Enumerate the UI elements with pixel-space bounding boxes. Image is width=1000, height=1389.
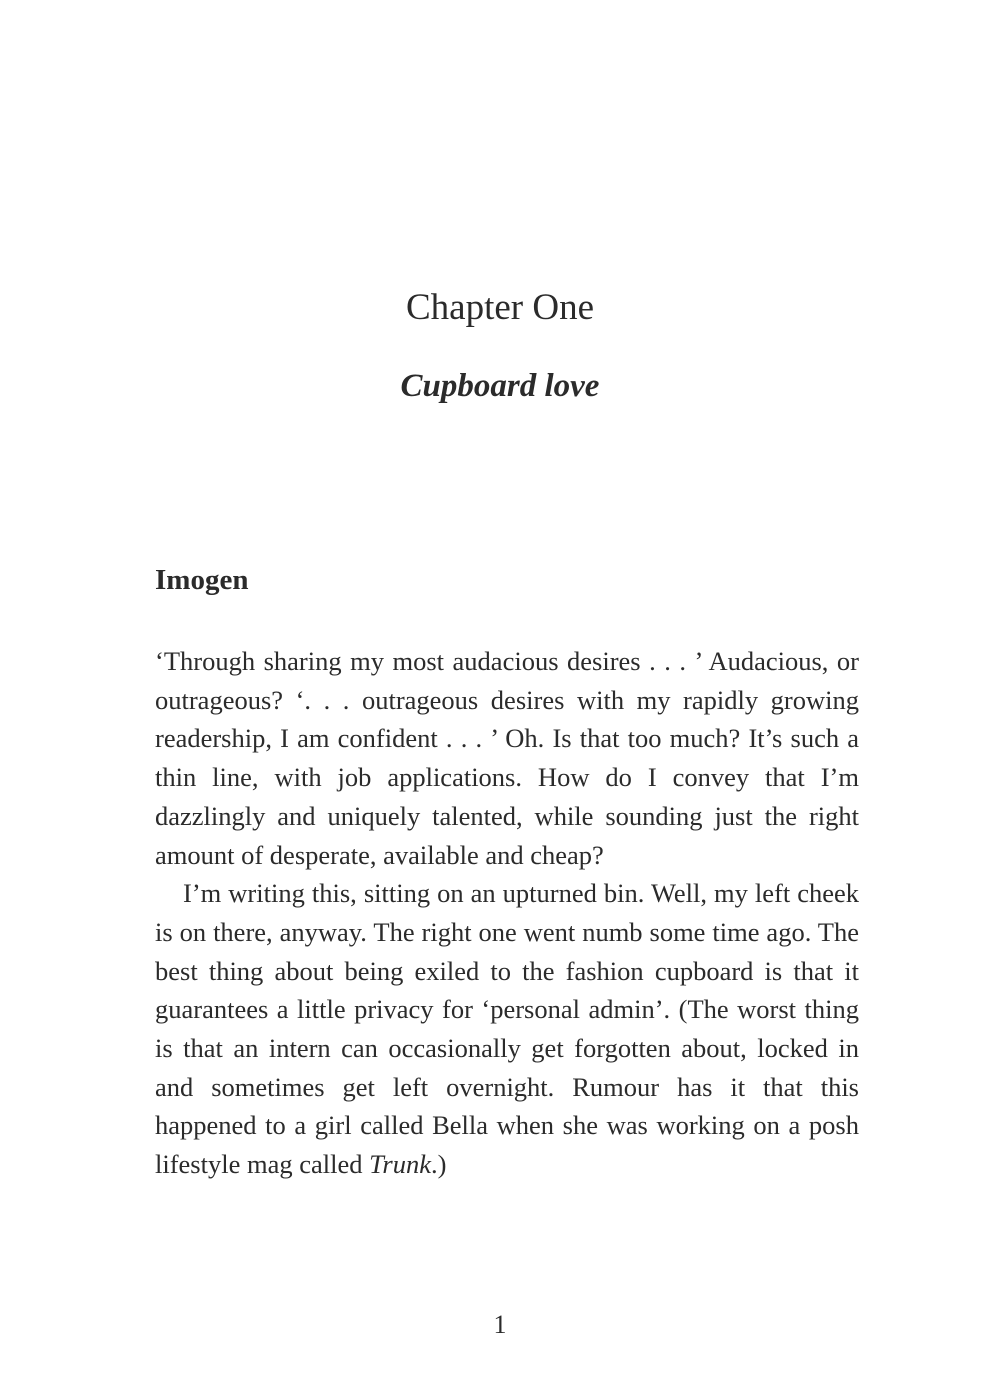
page-number: 1 [493, 1310, 507, 1339]
paragraph-1: ‘Through sharing my most audacious desires . . . ’ Audacious, or outrageous? ‘. . . outrageous desires with my rapidly growing readership, I am confident . . . ’ Oh. Is that too much? It’s such a thin line, with job applications. How do I convey that I’m dazzlingly and uniquely talented, while sounding just the right amount of desperate, available and cheap? [155, 646, 859, 870]
chapter-title: Chapter One [405, 287, 595, 328]
paragraph-2 [155, 874, 859, 1184]
magazine-title: Trunk [369, 1149, 431, 1180]
chapter-subtitle: Cupboard love [400, 368, 600, 404]
narrator-heading: Imogen [155, 564, 249, 596]
paragraph-2-end: .) [430, 1149, 447, 1180]
paragraph-2-text: I’m writing this, sitting on an upturned bin. Well, my left cheek is on there, anyway. The right one went numb some time ago. The best thing about being exiled to the fashion cupboard is that it guarantees a little privacy for ‘personal admin’. (The worst thing is that an intern can occasionally get forgotten about, locked in and sometimes get left overnight. Rumour has it that this happened to a girl called Bella when she was working on a posh lifestyle mag called [155, 878, 859, 1180]
body-text [155, 642, 859, 1184]
